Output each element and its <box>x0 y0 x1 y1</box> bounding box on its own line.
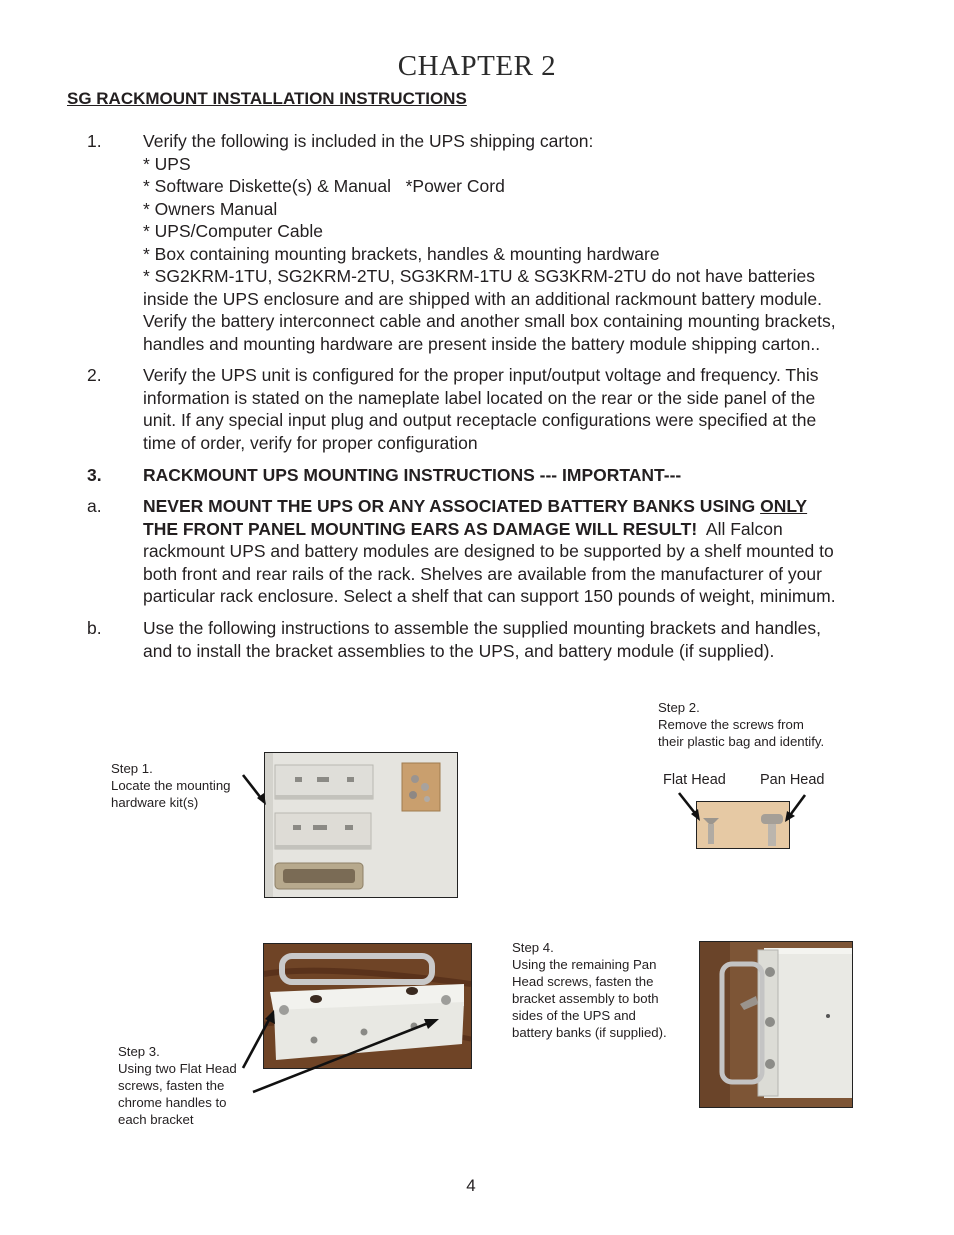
item-1-line: * Software Diskette(s) & Manual *Power Cord <box>143 176 505 196</box>
item-b-line: Use the following instructions to assemble the supplied mounting brackets and handles, <box>143 618 822 638</box>
item-2-text <box>143 364 903 454</box>
caption-line: each bracket <box>118 1112 194 1127</box>
caption-line: bracket assembly to both <box>512 991 659 1006</box>
step-4-caption <box>512 939 667 1041</box>
item-2-line: unit. If any special input plug and output receptacle configurations were specified at the <box>143 410 817 430</box>
item-a-normal: All Falcon <box>697 518 783 539</box>
caption-line: Locate the mounting <box>111 778 231 793</box>
ups-bracket-illustration <box>700 942 852 1107</box>
step-1-arrow-icon <box>240 772 270 808</box>
item-b-line: and to install the bracket assemblies to the UPS, and battery module (if supplied). <box>143 640 775 661</box>
caption-line: Step 3. <box>118 1044 160 1059</box>
screws-illustration <box>697 802 789 848</box>
item-1-line: * SG2KRM-1TU, SG2KRM-2TU, SG3KRM-1TU & SG3KRM-2TU do not have batteries <box>143 266 815 286</box>
item-b-number: b. <box>87 618 102 638</box>
caption-line: Remove the screws from <box>658 717 804 732</box>
item-a-line <box>143 495 903 518</box>
flat-head-arrow-icon <box>676 790 706 824</box>
item-2-line: Verify the UPS unit is configured for the proper input/output voltage and frequency. This <box>143 365 819 385</box>
item-1-number: 1. <box>87 131 102 151</box>
section-subtitle: SG RACKMOUNT INSTALLATION INSTRUCTIONS <box>67 89 467 108</box>
item-1-line: handles and mounting hardware are present inside the battery module shipping carton.. <box>143 333 821 354</box>
item-a-line <box>143 518 903 541</box>
caption-line: chrome handles to <box>118 1095 227 1110</box>
pan-head-label: Pan Head <box>760 772 825 788</box>
warning-only: ONLY <box>760 496 808 516</box>
item-2-line: time of order, verify for proper configuration <box>143 432 478 453</box>
caption-line: Step 2. <box>658 700 700 715</box>
item-a-line: both front and rear rails of the rack. Shelves are available from the manufacturer of your <box>143 563 822 584</box>
item-1-line: * UPS <box>143 153 191 174</box>
ups-bracket-photo <box>699 941 853 1108</box>
caption-line: sides of the UPS and <box>512 1008 636 1023</box>
item-1-line: inside the UPS enclosure and are shipped with an additional rackmount battery module. <box>143 288 823 309</box>
item-1-line: Verify the following is included in the UPS shipping carton: <box>143 131 594 151</box>
warning-text-2: THE FRONT PANEL MOUNTING EARS AS DAMAGE WILL RESULT! <box>143 518 698 539</box>
step-3-caption <box>118 1043 237 1128</box>
item-a-text <box>143 495 903 608</box>
item-1-line: * Owners Manual <box>143 198 278 219</box>
caption-line: Using the remaining Pan <box>512 957 657 972</box>
item-2-line: information is stated on the nameplate label located on the rear or the side panel of the <box>143 387 816 408</box>
item-a-number: a. <box>87 496 102 516</box>
step-1-caption <box>111 760 231 811</box>
caption-line: Using two Flat Head <box>118 1061 237 1076</box>
warning-text: NEVER MOUNT THE UPS OR ANY ASSOCIATED BATTERY BANKS USING <box>143 496 761 516</box>
item-3-number: 3. <box>87 465 102 485</box>
item-a-line: particular rack enclosure. Select a shelf that can support 150 pounds of weight, minimum. <box>143 586 836 606</box>
item-3-heading: RACKMOUNT UPS MOUNTING INSTRUCTIONS --- IMPORTANT--- <box>143 465 682 485</box>
item-1-line: * UPS/Computer Cable <box>143 221 323 241</box>
step-3-arrows-icon <box>235 1000 475 1100</box>
caption-line: screws, fasten the <box>118 1078 225 1093</box>
caption-line: battery banks (if supplied). <box>512 1025 667 1040</box>
caption-line: Step 4. <box>512 940 554 955</box>
item-1-line: Verify the battery interconnect cable and another small box containing mounting brackets, <box>143 311 836 331</box>
item-1-text <box>143 130 903 355</box>
screws-photo <box>696 801 790 849</box>
item-2-number: 2. <box>87 365 102 385</box>
item-1-line: * Box containing mounting brackets, handles & mounting hardware <box>143 243 660 264</box>
hardware-kit-illustration <box>265 753 457 897</box>
caption-line: their plastic bag and identify. <box>658 734 825 749</box>
chapter-title: CHAPTER 2 <box>397 50 557 82</box>
caption-line: Head screws, fasten the <box>512 974 654 989</box>
caption-line: Step 1. <box>111 761 153 776</box>
item-b-text <box>143 617 903 662</box>
page-number: 4 <box>466 1176 476 1195</box>
hardware-kit-photo <box>264 752 458 898</box>
flat-head-label: Flat Head <box>663 772 726 788</box>
item-a-line: rackmount UPS and battery modules are designed to be supported by a shelf mounted to <box>143 541 834 561</box>
pan-head-arrow-icon <box>780 792 810 826</box>
caption-line: hardware kit(s) <box>111 795 199 810</box>
step-2-caption <box>658 699 824 750</box>
